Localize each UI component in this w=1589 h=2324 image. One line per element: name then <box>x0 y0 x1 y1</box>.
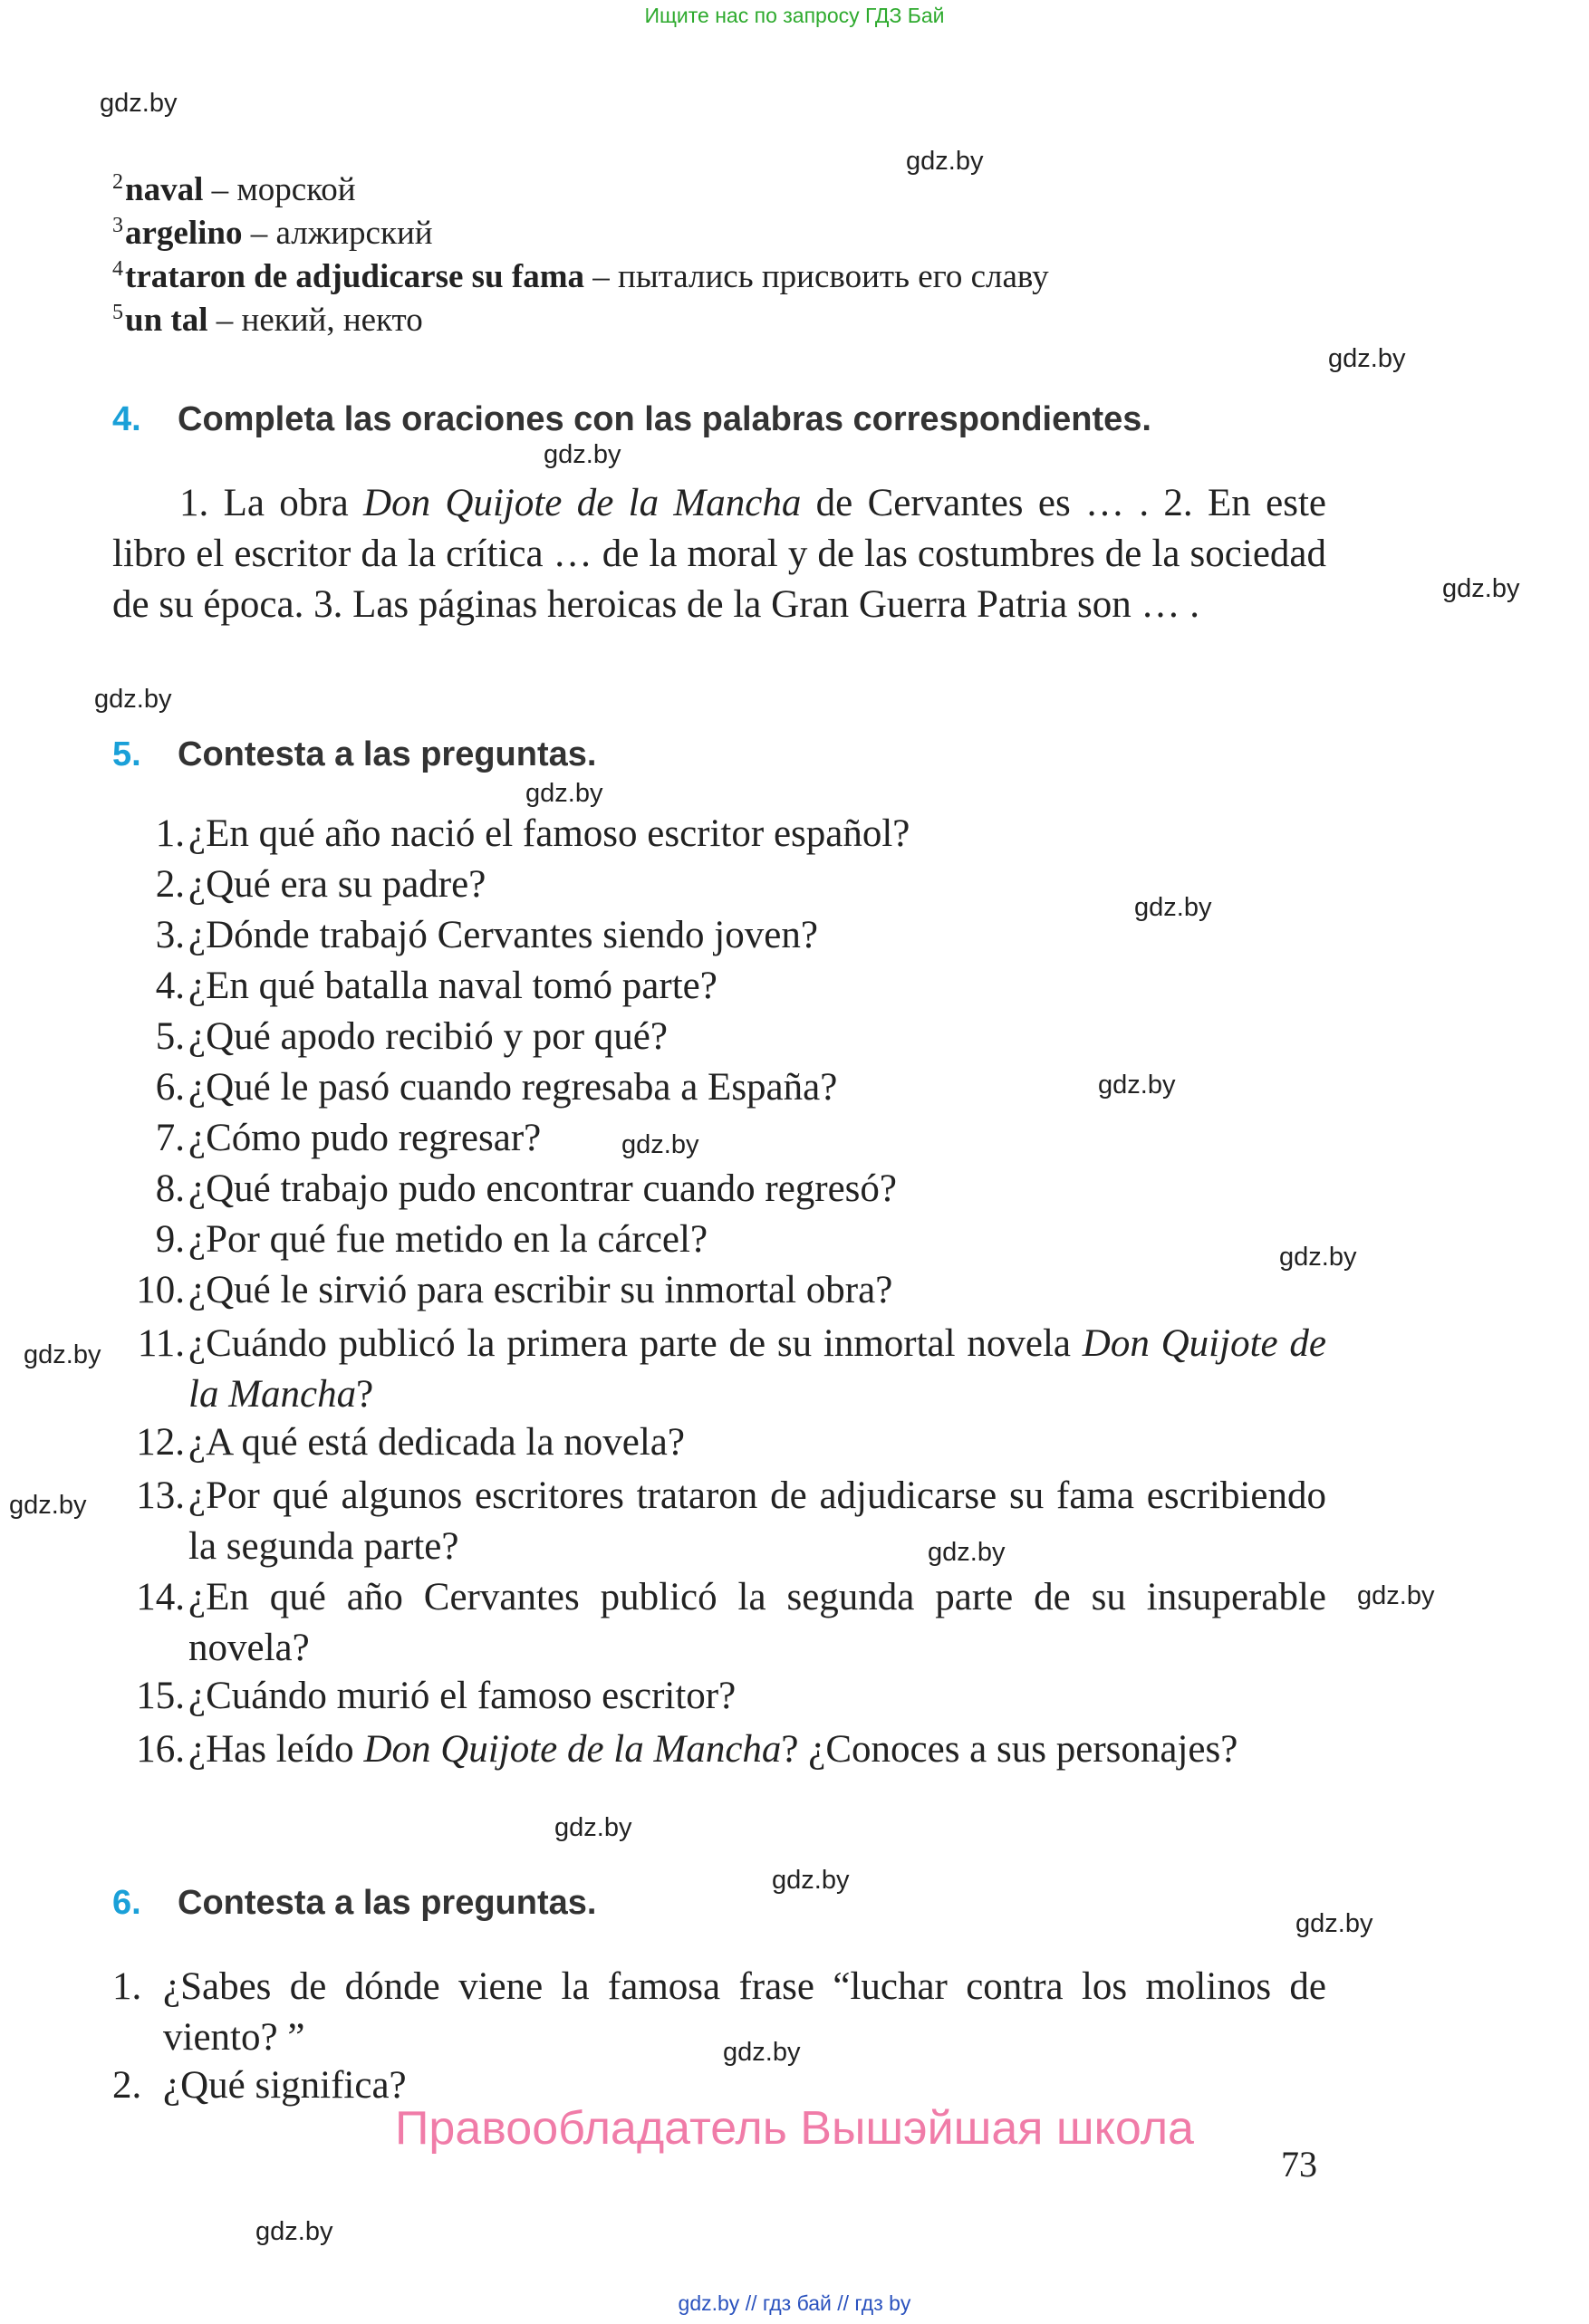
question-item: 1. ¿Sabes de dónde viene la famosa frase “luchar contra los molinos de viento? ” <box>112 1965 1326 2059</box>
footnote: $^4$trataron de adjudicarse su fama – пытались присвоить его славу <box>112 257 1049 295</box>
gdz-watermark: gdz.by <box>1295 1909 1373 1938</box>
gdz-watermark: gdz.by <box>1279 1243 1357 1272</box>
question-item: 13. ¿Por qué algunos escritores trataron de adjudicarse su fama escribiendo la segunda parte? <box>136 1474 1326 1568</box>
page-number: 73 <box>1281 2144 1317 2185</box>
footnote: $^2$naval – морской <box>112 170 356 208</box>
gdz-watermark: gdz.by <box>9 1491 87 1520</box>
question-item: 11. ¿Cuándo publicó la primera parte de su inmortal novela Don Quijote de la Mancha? <box>137 1322 1326 1416</box>
gdz-watermark: gdz.by <box>255 2217 333 2246</box>
footnote: $^3$argelino – алжирский <box>112 214 433 252</box>
gdz-watermark: gdz.by <box>772 1866 850 1895</box>
task-4-heading: 4. Completa las oraciones con las palabras correspondientes. <box>112 400 1151 438</box>
gdz-watermark: gdz.by <box>1328 344 1406 373</box>
task-5-heading: 5. Contesta a las preguntas. <box>112 735 597 773</box>
top-watermark-banner: Ищите нас по запросу ГДЗ Бай <box>644 4 945 27</box>
task-6-heading: 6. Contesta a las preguntas. <box>112 1884 597 1922</box>
gdz-watermark: gdz.by <box>906 147 984 176</box>
gdz-watermark: gdz.by <box>621 1130 699 1159</box>
gdz-watermark: gdz.by <box>1098 1071 1176 1100</box>
gdz-watermark: gdz.by <box>928 1538 1006 1567</box>
gdz-watermark: gdz.by <box>94 685 172 714</box>
question-item: 14. ¿En qué año Cervantes publicó la segunda parte de su insuperable novela? <box>136 1576 1326 1669</box>
gdz-watermark: gdz.by <box>1357 1581 1435 1610</box>
question-item: 16. ¿Has leído Don Quijote de la Mancha? ¿Conoces a sus personajes? <box>136 1728 1238 1771</box>
bottom-links: gdz.by // гдз бай // гдз by <box>678 2291 911 2315</box>
gdz-watermark: gdz.by <box>1442 574 1520 603</box>
gdz-watermark: gdz.by <box>100 89 178 118</box>
gdz-watermark: gdz.by <box>723 2038 801 2067</box>
gdz-watermark: gdz.by <box>24 1340 101 1369</box>
footnote: $^5$un tal – некий, некто <box>112 301 423 339</box>
gdz-watermark: gdz.by <box>544 440 621 469</box>
copyright-notice: Правообладатель Вышэйшая школа <box>395 2102 1194 2155</box>
task-4-sentences: 1. La obra Don Quijote de la Mancha de Cervantes es … . 2. En este libro el escritor da la crítica … de la moral y de las costumbres de la sociedad de su época. 3. Las páginas heroicas de la Gran Guerra Patria son … . <box>112 482 1326 626</box>
gdz-watermark: gdz.by <box>525 779 603 808</box>
textbook-page: Ищите нас по запросу ГДЗ Бай gdz.by gdz.by gdz.by gdz.by gdz.by gdz.by gdz.by gdz.by gdz.by gdz.by gdz.by gdz.by gdz.by gdz.by gdz.by gdz.by gdz.by gdz.by gdz.by gdz.by $^2$naval – морской $^3$argelino – алжирский $^4$trataron de adjudicarse su fama – пытались присвоить его славу $^5$un tal – некий, некто 4. Completa las oraciones con las palabras correspondientes. 1. La obra Don Quijote de la Mancha de Cervantes es … . 2. En este libro el escritor da la crítica … de la moral y de las costumbres de la sociedad de su época. 3. Las páginas heroicas de la Gran Guerra Patria son … . 5. Contesta a las preguntas. 1. ¿En qué año nació el famoso escritor español? 2. ¿Qué era su padre? 3. ¿Dónde trabajó Cervantes siendo joven? 4. ¿En qué batalla naval tomó parte? 5. ¿Qué apodo recibió y por qué? 6. ¿Qué le pasó cuando regresaba a España? 7. ¿Cómo pudo regresar? 8. ¿Qué trabajo pudo encontrar cuando regresó? 9. ¿Por qué fue metido en la cárcel? 10. ¿Qué le sirvió para escribir su inmortal obra? 11. ¿Cuándo publicó la primera parte de su inmortal novela Don Quijote de la Mancha? 12. ¿A qué está dedicada la novela? 13. ¿Por qué algunos escritores trataron de adjudicarse su fama escribiendo la segunda parte? 14. ¿En qué año Cervantes publicó la segunda parte de su insuperable novela? 15. ¿Cuándo murió el famoso escritor? 16. ¿Has leído Don Quijote de la Mancha? ¿Conoces a sus personajes? 6. Contesta a las preguntas. 1. ¿Sabes de dónde viene la famosa frase “luchar contra los molinos de viento? ” 2. ¿Qué significa? Правообладатель Вышэйшая школа 73 gdz.by // гдз бай // гдз by <box>0 0 1589 2324</box>
gdz-watermark: gdz.by <box>1134 893 1212 922</box>
gdz-watermark: gdz.by <box>554 1813 632 1842</box>
